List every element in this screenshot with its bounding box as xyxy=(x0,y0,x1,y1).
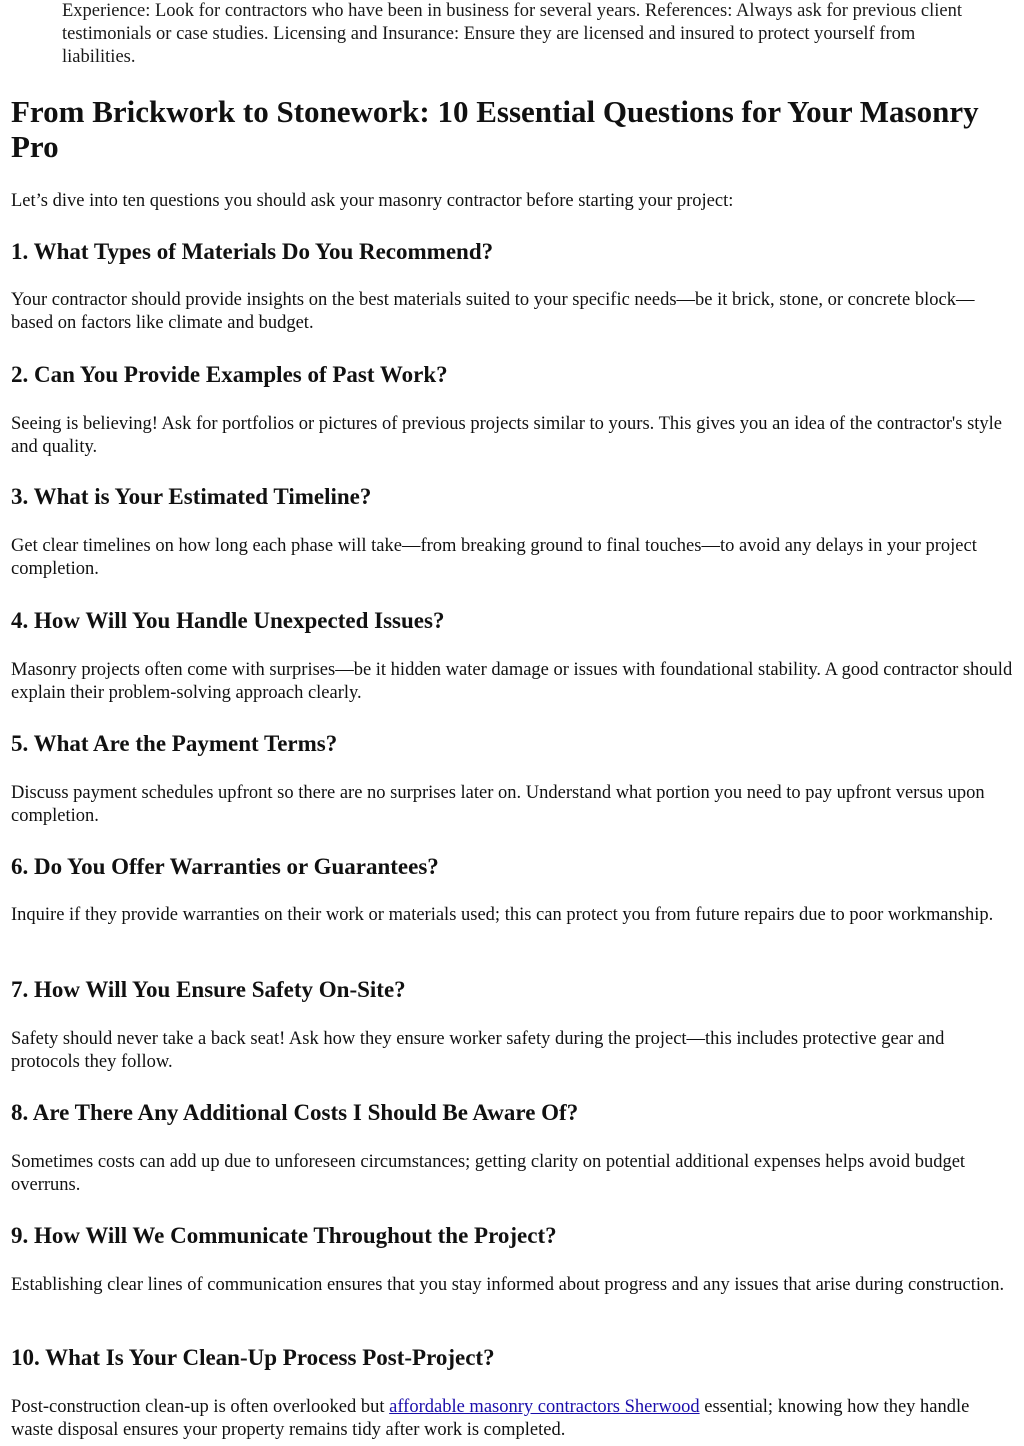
question-4-body: Masonry projects often come with surprises—be it hidden water damage or issues with foundational stability. A good contractor should explain their problem-solving approach clearly. xyxy=(11,660,1013,703)
question-5-heading: 5. What Are the Payment Terms? xyxy=(11,731,338,756)
lead-paragraph: Let’s dive into ten questions you should ask your masonry contractor before starting your project: xyxy=(11,191,734,211)
question-9-body: Establishing clear lines of communication ensures that you stay informed about progress and any issues that arise during construction. xyxy=(11,1275,1005,1295)
question-10-body-end: essential; knowing how they handle waste disposal ensures your property remains tidy after work is completed. xyxy=(11,1397,970,1440)
question-8-body: Sometimes costs can add up due to unforeseen circumstances; getting clarity on potential additional expenses helps avoid budget overruns. xyxy=(11,1152,966,1195)
question-8-heading: 8. Are There Any Additional Costs I Should Be Aware Of? xyxy=(11,1100,579,1125)
question-10-body-start: Post-construction clean-up is often overlooked but xyxy=(11,1397,390,1417)
question-4-heading: 4. How Will You Handle Unexpected Issues? xyxy=(11,608,445,633)
question-2-heading: 2. Can You Provide Examples of Past Work? xyxy=(11,362,448,387)
question-9-heading: 9. How Will We Communicate Throughout the Project? xyxy=(11,1223,557,1248)
question-1-heading: 1. What Types of Materials Do You Recommend? xyxy=(11,239,494,264)
question-10-body xyxy=(11,1396,1016,1442)
question-7-heading: 7. How Will You Ensure Safety On-Site? xyxy=(11,977,406,1002)
intro-paragraph: Experience: Look for contractors who have been in business for several years. References: Always ask for previous client testimonials or case studies. Licensing and Insurance: Ensure they are licensed and insured to protect yourself from liabilities. xyxy=(62,1,963,67)
question-7-body: Safety should never take a back seat! Ask how they ensure worker safety during the project—this includes protective gear and protocols they follow. xyxy=(11,1029,945,1072)
question-6-heading: 6. Do You Offer Warranties or Guarantees? xyxy=(11,854,439,879)
question-10-heading: 10. What Is Your Clean-Up Process Post-Project? xyxy=(11,1345,495,1370)
question-2-body: Seeing is believing! Ask for portfolios or pictures of previous projects similar to yours. This gives you an idea of the contractor's style and quality. xyxy=(11,414,1003,457)
question-5-body: Discuss payment schedules upfront so there are no surprises later on. Understand what portion you need to pay upfront versus upon completion. xyxy=(11,783,985,826)
question-1-body: Your contractor should provide insights on the best materials suited to your specific needs—be it brick, stone, or concrete block—based on factors like climate and budget. xyxy=(11,290,975,333)
question-6-body: Inquire if they provide warranties on their work or materials used; this can protect you from future repairs due to poor workmanship. xyxy=(11,905,994,925)
masonry-contractors-link[interactable]: affordable masonry contractors Sherwood xyxy=(389,1397,700,1417)
question-3-body: Get clear timelines on how long each phase will take—from breaking ground to final touches—to avoid any delays in your project completion. xyxy=(11,536,977,579)
page-title: From Brickwork to Stonework: 10 Essential Questions for Your Masonry Pro xyxy=(11,94,979,164)
question-3-heading: 3. What is Your Estimated Timeline? xyxy=(11,484,372,509)
